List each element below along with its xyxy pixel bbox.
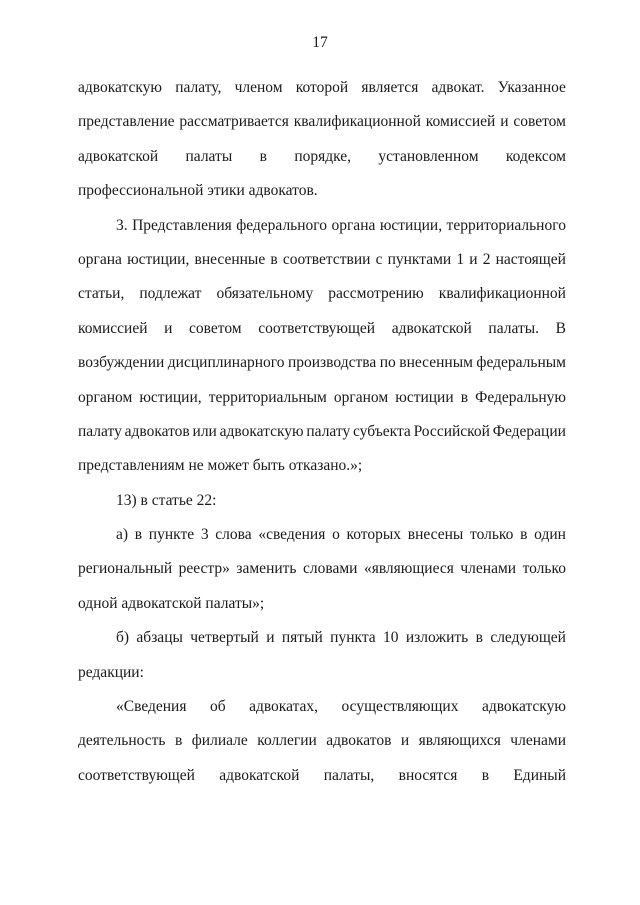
- page-number: 17: [312, 34, 328, 51]
- text-line: региональный реестр» заменить словами «являющиеся членами только: [78, 560, 566, 578]
- text-line: деятельность в филиале коллегии адвокатов и являющихся членами: [78, 732, 566, 750]
- text-line: б) абзацы четвертый и пятый пункта 10 изложить в следующей: [116, 629, 566, 647]
- text-line: одной адвокатской палаты»;: [78, 594, 265, 612]
- text-line: соответствующей адвокатской палаты, вносятся в Единый: [78, 766, 566, 784]
- document-body: [78, 78, 566, 800]
- text-line: палату адвокатов или адвокатскую палату субъекта Российской Федерации: [78, 422, 566, 440]
- text-line: адвокатскую палату, членом которой является адвокат. Указанное: [78, 79, 566, 96]
- text-line: 3. Представления федерального органа юстиции, территориального: [116, 216, 566, 234]
- text-line: а) в пункте 3 слова «сведения о которых внесены только в один: [116, 526, 566, 544]
- text-line: органом юстиции, территориальным органом юстиции в Федеральную: [78, 388, 566, 406]
- text-line: статьи, подлежат обязательному рассмотрению квалификационной: [78, 285, 566, 303]
- text-line: органа юстиции, внесенные в соответствии с пунктами 1 и 2 настоящей: [78, 250, 566, 268]
- text-line: комиссией и советом соответствующей адвокатской палаты. В: [78, 319, 566, 337]
- text-line: возбуждении дисциплинарного производства по внесенным федеральным: [78, 354, 566, 372]
- text-line: «Сведения об адвокатах, осуществляющих адвокатскую: [116, 698, 566, 716]
- text-line: представлениям не может быть отказано.»;: [78, 457, 363, 475]
- text-line: представление рассматривается квалификационной комиссией и советом: [78, 113, 566, 131]
- text-line: адвокатской палаты в порядке, установленном кодексом: [78, 147, 566, 165]
- text-line: 13) в статье 22:: [116, 491, 217, 509]
- text-line: профессиональной этики адвокатов.: [78, 182, 318, 200]
- text-line: редакции:: [78, 663, 144, 681]
